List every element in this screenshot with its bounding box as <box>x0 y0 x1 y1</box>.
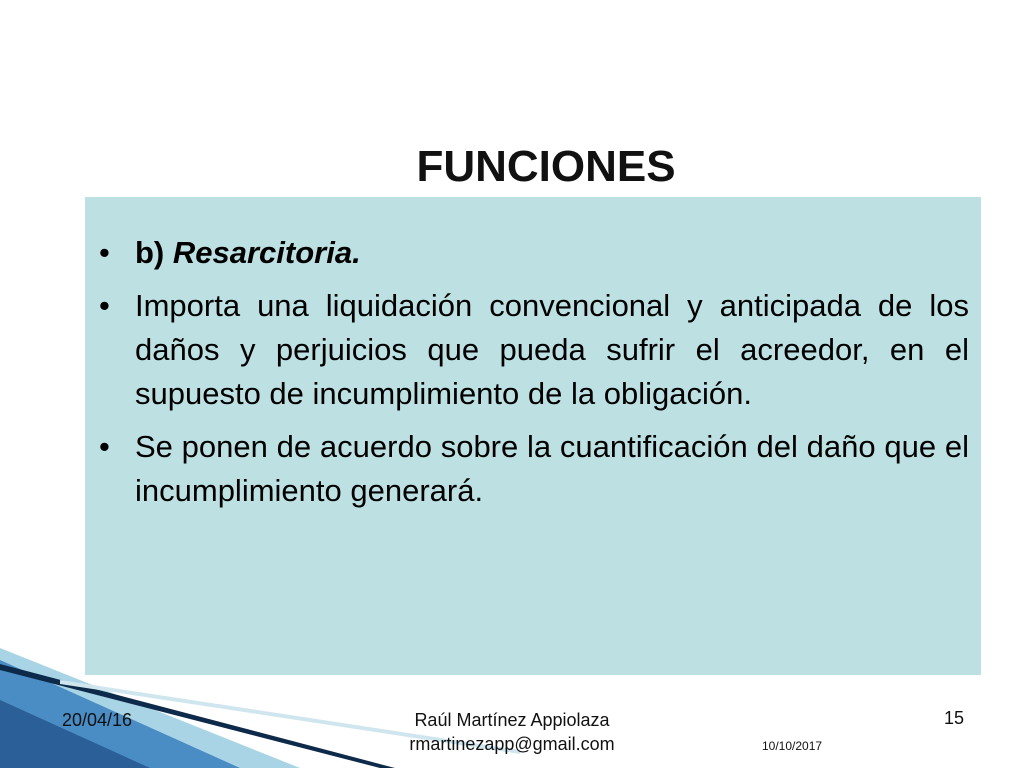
bullet-list <box>99 231 969 522</box>
bullet-item-acuerdo <box>99 425 969 513</box>
bullet-marker: • <box>99 288 110 323</box>
bullet-marker: • <box>99 429 110 464</box>
footer-date: 20/04/16 <box>62 710 133 730</box>
author-name: Raúl Martínez Appiolaza <box>414 710 610 730</box>
bullet-marker: • <box>99 235 110 270</box>
page-number: 15 <box>944 708 965 728</box>
footer-date-secondary: 10/10/2017 <box>762 739 823 753</box>
author-email: rmartinezapp@gmail.com <box>409 734 615 754</box>
bullet-item-resarcitoria <box>99 231 969 275</box>
bullet-emphasis: Resarcitoria. <box>172 235 361 270</box>
bullet-item-liquidacion <box>99 284 969 416</box>
bullet-text: Se ponen de acuerdo sobre la cuantificación del daño que el incumplimiento generará. <box>135 429 969 508</box>
content-box <box>85 197 981 675</box>
slide-title: FUNCIONES <box>416 142 676 191</box>
bullet-lead: b) <box>135 235 173 270</box>
bullet-text: Importa una liquidación convencional y anticipada de los daños y perjuicios que pueda sufrir el acreedor, en el supuesto de incumplimiento de la obligación. <box>135 288 969 411</box>
footer-author <box>0 708 1024 756</box>
